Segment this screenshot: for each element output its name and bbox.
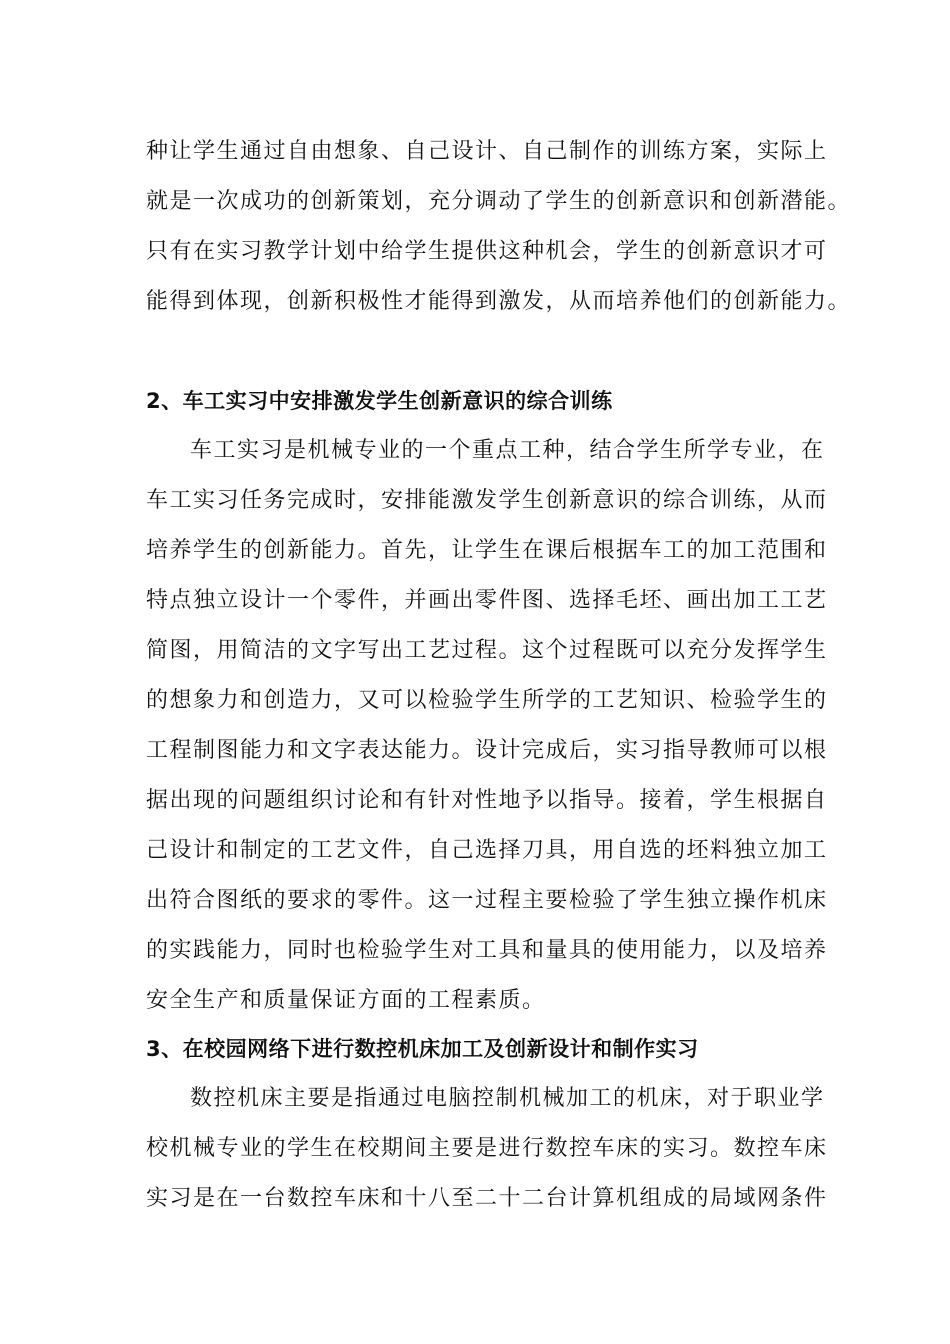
text-line: 数控机床主要是指通过电脑控制机械加工的机床，对于职业学 (190, 1086, 825, 1111)
text-line: 出符合图纸的要求的零件。这一过程主要检验了学生独立操作机床 (146, 888, 828, 913)
text-line: 简图，用简洁的文字写出工艺过程。这个过程既可以充分发挥学生 (146, 638, 828, 663)
text-line: 车工实习是机械专业的一个重点工种，结合学生所学专业，在 (190, 438, 825, 463)
text-line: 工程制图能力和文字表达能力。设计完成后，实习指导教师可以根 (146, 738, 828, 763)
text-line: 就是一次成功的创新策划，充分调动了学生的创新意识和创新潜能。 (146, 189, 852, 214)
text-line: 据出现的问题组织讨论和有针对性地予以指导。接着，学生根据自 (146, 788, 828, 813)
text-line: 车工实习任务完成时，安排能激发学生创新意识的综合训练，从而 (146, 488, 828, 513)
text-line: 实习是在一台数控车床和十八至二十二台计算机组成的局域网条件 (146, 1186, 828, 1211)
text-line: 种让学生通过自由想象、自己设计、自己制作的训练方案，实际上 (146, 139, 828, 164)
text-line: 能得到体现，创新积极性才能得到激发，从而培养他们的创新能力。 (146, 289, 852, 314)
text-line: 安全生产和质量保证方面的工程素质。 (146, 988, 546, 1013)
text-line: 的想象力和创造力，又可以检验学生所学的工艺知识、检验学生的 (146, 688, 828, 713)
text-line: 己设计和制定的工艺文件，自己选择刀具，用自选的坯料独立加工 (146, 838, 828, 863)
section-heading: 2、车工实习中安排激发学生创新意识的综合训练 (146, 389, 613, 413)
text-line: 特点独立设计一个零件，并画出零件图、选择毛坯、画出加工工艺 (146, 588, 828, 613)
text-line: 的实践能力，同时也检验学生对工具和量具的使用能力，以及培养 (146, 938, 828, 963)
text-line: 校机械专业的学生在校期间主要是进行数控车床的实习。数控车床 (146, 1136, 828, 1161)
text-line: 培养学生的创新能力。首先，让学生在课后根据车工的加工范围和 (146, 538, 828, 563)
section-heading: 3、在校园网络下进行数控机床加工及创新设计和制作实习 (146, 1037, 699, 1061)
text-line: 只有在实习教学计划中给学生提供这种机会，学生的创新意识才可 (146, 239, 828, 264)
